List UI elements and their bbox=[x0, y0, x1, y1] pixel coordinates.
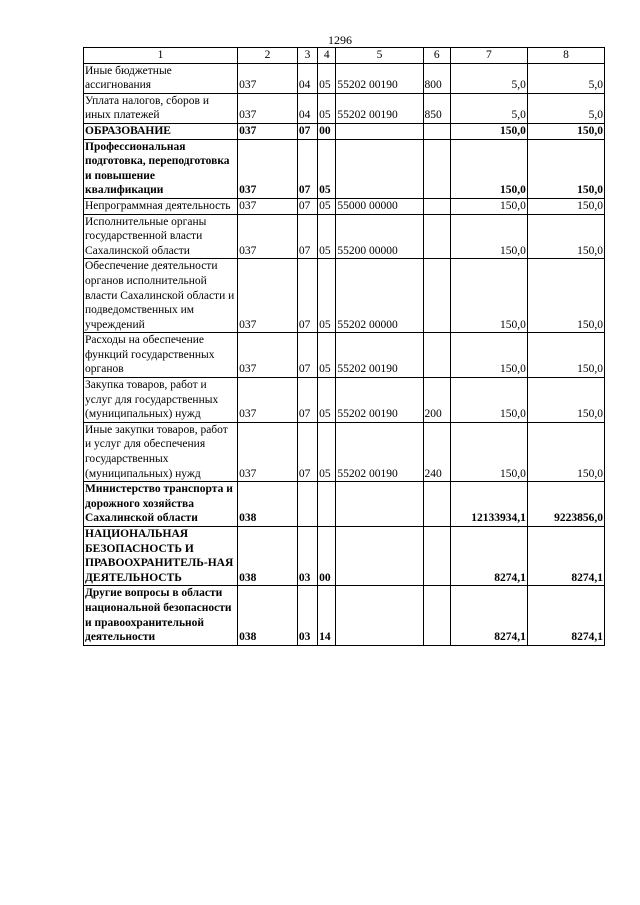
row-expense-type bbox=[423, 139, 450, 198]
row-admin-code: 038 bbox=[238, 586, 298, 645]
row-expense-type: 850 bbox=[423, 93, 450, 123]
row-target-code: 55202 00190 bbox=[336, 93, 423, 123]
table-row bbox=[84, 422, 605, 481]
table-row bbox=[84, 63, 605, 93]
row-admin-code: 037 bbox=[238, 198, 298, 214]
table-row bbox=[84, 259, 605, 333]
row-amount-2: 150,0 bbox=[527, 123, 604, 139]
row-section-code: 04 bbox=[297, 63, 317, 93]
table-row bbox=[84, 93, 605, 123]
row-target-code: 55202 00190 bbox=[336, 63, 423, 93]
row-amount-2: 8274,1 bbox=[527, 527, 604, 586]
row-subsection-code: 05 bbox=[318, 214, 336, 259]
row-amount-2: 5,0 bbox=[527, 93, 604, 123]
row-target-code bbox=[336, 123, 423, 139]
row-name: ОБРАЗОВАНИЕ bbox=[84, 123, 238, 139]
row-name: Уплата налогов, сборов и иных платежей bbox=[84, 93, 238, 123]
table-row bbox=[84, 139, 605, 198]
column-header: 4 bbox=[318, 48, 336, 64]
row-amount-1: 12133934,1 bbox=[450, 482, 527, 527]
row-target-code: 55000 00000 bbox=[336, 198, 423, 214]
row-section-code: 07 bbox=[297, 139, 317, 198]
row-amount-1: 150,0 bbox=[450, 259, 527, 333]
row-subsection-code: 05 bbox=[318, 139, 336, 198]
row-amount-2: 150,0 bbox=[527, 333, 604, 378]
row-section-code: 03 bbox=[297, 586, 317, 645]
row-subsection-code: 05 bbox=[318, 259, 336, 333]
row-admin-code: 037 bbox=[238, 214, 298, 259]
row-target-code: 55202 00000 bbox=[336, 259, 423, 333]
row-amount-1: 150,0 bbox=[450, 378, 527, 423]
row-expense-type: 200 bbox=[423, 378, 450, 423]
row-name: Непрограммная деятельность bbox=[84, 198, 238, 214]
row-admin-code: 037 bbox=[238, 139, 298, 198]
row-amount-1: 8274,1 bbox=[450, 586, 527, 645]
row-amount-1: 150,0 bbox=[450, 139, 527, 198]
row-amount-2: 150,0 bbox=[527, 198, 604, 214]
row-expense-type bbox=[423, 123, 450, 139]
row-expense-type: 240 bbox=[423, 422, 450, 481]
row-amount-1: 150,0 bbox=[450, 333, 527, 378]
row-admin-code: 038 bbox=[238, 527, 298, 586]
table-row bbox=[84, 198, 605, 214]
row-admin-code: 037 bbox=[238, 123, 298, 139]
page-number: 1296 bbox=[328, 33, 352, 47]
row-subsection-code: 05 bbox=[318, 333, 336, 378]
budget-table bbox=[83, 47, 605, 646]
table-row bbox=[84, 482, 605, 527]
table-row bbox=[84, 527, 605, 586]
row-amount-1: 8274,1 bbox=[450, 527, 527, 586]
row-expense-type bbox=[423, 333, 450, 378]
row-admin-code: 037 bbox=[238, 63, 298, 93]
row-amount-2: 150,0 bbox=[527, 259, 604, 333]
row-section-code: 07 bbox=[297, 123, 317, 139]
row-subsection-code: 00 bbox=[318, 527, 336, 586]
row-amount-1: 150,0 bbox=[450, 422, 527, 481]
row-expense-type bbox=[423, 586, 450, 645]
row-admin-code: 038 bbox=[238, 482, 298, 527]
column-header: 5 bbox=[336, 48, 423, 64]
row-target-code bbox=[336, 139, 423, 198]
row-expense-type bbox=[423, 214, 450, 259]
row-admin-code: 037 bbox=[238, 422, 298, 481]
row-name: Иные закупки товаров, работ и услуг для обеспечения государственных (муниципальных) нужд bbox=[84, 422, 238, 481]
row-amount-2: 150,0 bbox=[527, 139, 604, 198]
row-amount-2: 150,0 bbox=[527, 214, 604, 259]
row-subsection-code: 05 bbox=[318, 378, 336, 423]
row-section-code: 07 bbox=[297, 333, 317, 378]
row-amount-2: 8274,1 bbox=[527, 586, 604, 645]
row-name: Обеспечение деятельности органов исполнительной власти Сахалинской области и подведомственных им учреждений bbox=[84, 259, 238, 333]
row-target-code: 55202 00190 bbox=[336, 333, 423, 378]
row-section-code: 07 bbox=[297, 198, 317, 214]
row-amount-1: 150,0 bbox=[450, 214, 527, 259]
row-subsection-code: 05 bbox=[318, 422, 336, 481]
row-amount-1: 5,0 bbox=[450, 63, 527, 93]
row-name: Иные бюджетные ассигнования bbox=[84, 63, 238, 93]
row-subsection-code: 05 bbox=[318, 63, 336, 93]
row-subsection-code: 05 bbox=[318, 93, 336, 123]
row-expense-type bbox=[423, 527, 450, 586]
row-name: Министерство транспорта и дорожного хозяйства Сахалинской области bbox=[84, 482, 238, 527]
row-section-code: 04 bbox=[297, 93, 317, 123]
row-amount-1: 150,0 bbox=[450, 198, 527, 214]
row-name: Закупка товаров, работ и услуг для государственных (муниципальных) нужд bbox=[84, 378, 238, 423]
row-target-code bbox=[336, 527, 423, 586]
row-subsection-code: 14 bbox=[318, 586, 336, 645]
row-amount-2: 150,0 bbox=[527, 378, 604, 423]
column-header: 1 bbox=[84, 48, 238, 64]
row-expense-type bbox=[423, 482, 450, 527]
row-subsection-code: 05 bbox=[318, 198, 336, 214]
row-section-code: 07 bbox=[297, 259, 317, 333]
row-name: НАЦИОНАЛЬНАЯ БЕЗОПАСНОСТЬ И ПРАВООХРАНИТЕЛЬ-НАЯ ДЕЯТЕЛЬНОСТЬ bbox=[84, 527, 238, 586]
row-expense-type bbox=[423, 198, 450, 214]
row-admin-code: 037 bbox=[238, 333, 298, 378]
table-row bbox=[84, 586, 605, 645]
column-header: 2 bbox=[238, 48, 298, 64]
row-section-code: 07 bbox=[297, 378, 317, 423]
row-section-code: 07 bbox=[297, 214, 317, 259]
column-header: 8 bbox=[527, 48, 604, 64]
row-amount-2: 9223856,0 bbox=[527, 482, 604, 527]
row-name: Расходы на обеспечение функций государственных органов bbox=[84, 333, 238, 378]
row-expense-type bbox=[423, 259, 450, 333]
table-row bbox=[84, 333, 605, 378]
row-target-code bbox=[336, 482, 423, 527]
row-name: Исполнительные органы государственной власти Сахалинской области bbox=[84, 214, 238, 259]
column-header: 6 bbox=[423, 48, 450, 64]
row-admin-code: 037 bbox=[238, 378, 298, 423]
table-row bbox=[84, 214, 605, 259]
row-admin-code: 037 bbox=[238, 93, 298, 123]
row-subsection-code: 00 bbox=[318, 123, 336, 139]
table-header-row bbox=[84, 48, 605, 64]
row-admin-code: 037 bbox=[238, 259, 298, 333]
row-target-code bbox=[336, 586, 423, 645]
row-amount-2: 150,0 bbox=[527, 422, 604, 481]
row-target-code: 55202 00190 bbox=[336, 422, 423, 481]
row-target-code: 55202 00190 bbox=[336, 378, 423, 423]
row-name: Профессиональная подготовка, переподготовка и повышение квалификации bbox=[84, 139, 238, 198]
row-expense-type: 800 bbox=[423, 63, 450, 93]
row-amount-1: 5,0 bbox=[450, 93, 527, 123]
table-row bbox=[84, 123, 605, 139]
column-header: 3 bbox=[297, 48, 317, 64]
row-subsection-code bbox=[318, 482, 336, 527]
row-amount-2: 5,0 bbox=[527, 63, 604, 93]
row-target-code: 55200 00000 bbox=[336, 214, 423, 259]
column-header: 7 bbox=[450, 48, 527, 64]
row-section-code: 07 bbox=[297, 422, 317, 481]
row-section-code bbox=[297, 482, 317, 527]
row-amount-1: 150,0 bbox=[450, 123, 527, 139]
row-name: Другие вопросы в области национальной безопасности и правоохранительной деятельности bbox=[84, 586, 238, 645]
row-section-code: 03 bbox=[297, 527, 317, 586]
table-row bbox=[84, 378, 605, 423]
